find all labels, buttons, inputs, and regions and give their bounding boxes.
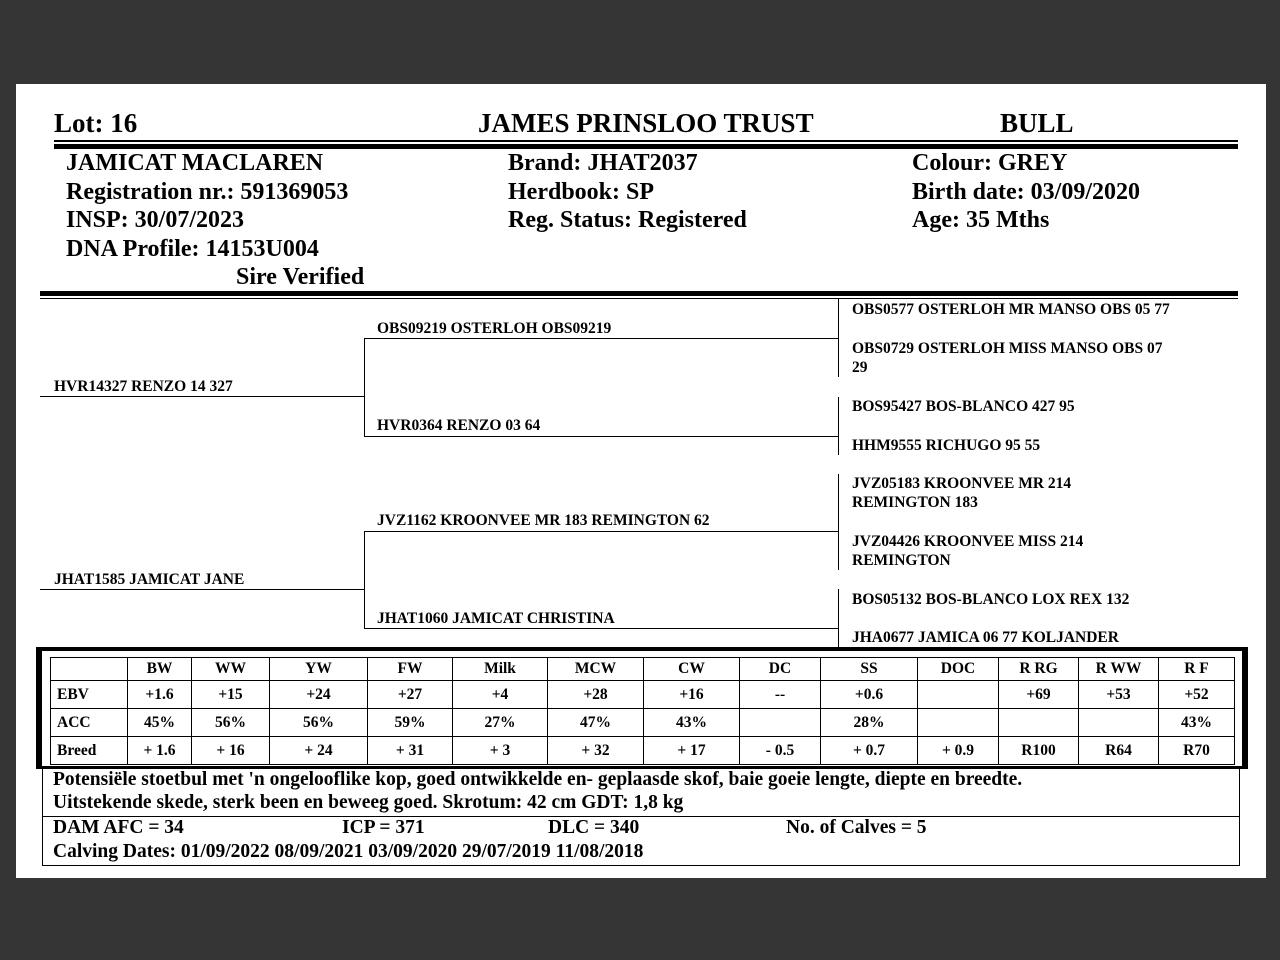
ebv-cell: + 1.6 (128, 737, 192, 765)
ebv-cell: 59% (368, 709, 453, 737)
ebv-cell: -- (740, 681, 821, 709)
ebv-cell: SS (821, 658, 918, 681)
ebv-cell (999, 709, 1079, 737)
ebv-cell: Milk (453, 658, 548, 681)
comment-divider (43, 816, 1239, 817)
ebv-table (50, 657, 1235, 765)
ebv-cell (918, 709, 999, 737)
ebv-cell: DC (740, 658, 821, 681)
header-divider-thick (54, 144, 1238, 149)
ebv-cell: YW (270, 658, 368, 681)
pedigree-bracket-ds (838, 474, 839, 570)
info-divider-thin (40, 298, 1238, 299)
pedigree-dam-sire: JVZ1162 KROONVEE MR 183 REMINGTON 62 (377, 512, 710, 529)
ebv-cell: CW (644, 658, 740, 681)
ebv-cell: +52 (1159, 681, 1235, 709)
pedigree-sss: OBS0577 OSTERLOH MR MANSO OBS 05 77 (852, 301, 1170, 318)
ebv-cell: R64 (1079, 737, 1159, 765)
pedigree-line-dam (40, 589, 364, 590)
pedigree-dsd-line2: REMINGTON (852, 552, 951, 569)
comments-box (42, 768, 1240, 866)
pedigree-line-sire (40, 396, 364, 397)
pedigree-sire: HVR14327 RENZO 14 327 (54, 378, 233, 395)
pedigree-line-ds (364, 531, 838, 532)
age: Age: 35 Mths (912, 207, 1050, 233)
ebv-cell: 43% (1159, 709, 1235, 737)
pedigree-bracket-sd (838, 397, 839, 455)
ebv-cell (918, 681, 999, 709)
lot-card (16, 84, 1266, 878)
info-divider-thick (40, 291, 1238, 296)
pedigree-sire-sire: OBS09219 OSTERLOH OBS09219 (377, 320, 612, 337)
ebv-cell: 43% (644, 709, 740, 737)
pedigree-line-dd (364, 628, 838, 629)
registration-status: Reg. Status: Registered (508, 207, 747, 233)
ebv-cell: ACC (51, 709, 128, 737)
pedigree-bracket-ss (838, 299, 839, 377)
pedigree-dam-dam: JHAT1060 JAMICAT CHRISTINA (377, 610, 615, 627)
dam-icp: ICP = 371 (342, 817, 425, 838)
ebv-cell: 45% (128, 709, 192, 737)
ebv-cell: + 3 (453, 737, 548, 765)
ebv-cell: +24 (270, 681, 368, 709)
pedigree-dsd-line1: JVZ04426 KROONVEE MISS 214 (852, 533, 1084, 550)
ebv-cell: +4 (453, 681, 548, 709)
ebv-cell: WW (192, 658, 270, 681)
dam-dlc: DLC = 340 (548, 817, 640, 838)
pedigree-sdd: HHM9555 RICHUGO 95 55 (852, 437, 1041, 454)
inspection-date: INSP: 30/07/2023 (66, 207, 245, 233)
animal-type: BULL (1000, 108, 1074, 138)
ebv-cell: R70 (1159, 737, 1235, 765)
ebv-cell: 27% (453, 709, 548, 737)
pedigree-line-sd (364, 436, 838, 437)
ebv-cell: EBV (51, 681, 128, 709)
dam-afc: DAM AFC = 34 (53, 817, 184, 838)
ebv-cell: +69 (999, 681, 1079, 709)
ebv-cell: R100 (999, 737, 1079, 765)
ebv-cell: R F (1159, 658, 1235, 681)
ebv-cell: R RG (999, 658, 1079, 681)
registration-number: Registration nr.: 591369053 (66, 179, 349, 205)
pedigree-ddd: JHA0677 JAMICA 06 77 KOLJANDER (852, 629, 1119, 646)
comment-line-2: Uitstekende skede, sterk been en beweeg goed. Skrotum: 42 cm GDT: 1,8 kg (53, 792, 684, 813)
ebv-cell: 56% (270, 709, 368, 737)
ebv-cell: MCW (548, 658, 644, 681)
animal-name: JAMICAT MACLAREN (66, 150, 324, 176)
ebv-cell: 28% (821, 709, 918, 737)
pedigree-bracket-sire (364, 338, 365, 437)
ebv-row (51, 709, 1235, 737)
ebv-cell: +27 (368, 681, 453, 709)
colour: Colour: GREY (912, 150, 1068, 176)
ebv-cell: +28 (548, 681, 644, 709)
pedigree-dds: BOS05132 BOS-BLANCO LOX REX 132 (852, 591, 1130, 608)
sire-verified: Sire Verified (236, 264, 365, 290)
ebv-cell: +0.6 (821, 681, 918, 709)
ebv-cell: + 31 (368, 737, 453, 765)
ebv-cell: FW (368, 658, 453, 681)
ebv-cell (740, 709, 821, 737)
lot-number: Lot: 16 (54, 108, 138, 138)
ebv-cell (51, 658, 128, 681)
ebv-row (51, 681, 1235, 709)
calving-dates: Calving Dates: 01/09/2022 08/09/2021 03/09/2020 29/07/2019 11/08/2018 (53, 841, 644, 862)
ebv-header-row (51, 658, 1235, 681)
header-divider-thin (54, 140, 1238, 142)
pedigree-ssd-line2: 29 (852, 359, 868, 376)
pedigree-sire-dam: HVR0364 RENZO 03 64 (377, 417, 541, 434)
pedigree-sds: BOS95427 BOS-BLANCO 427 95 (852, 398, 1075, 415)
pedigree-dss-line1: JVZ05183 KROONVEE MR 214 (852, 475, 1072, 492)
ebv-cell: R WW (1079, 658, 1159, 681)
ebv-row (51, 737, 1235, 765)
pedigree-bracket-dam (364, 531, 365, 629)
ebv-cell: +16 (644, 681, 740, 709)
comment-line-1: Potensiële stoetbul met 'n ongelooflike kop, goed ontwikkelde en- geplaasde skof, baie goeie lengte, diepte en breedte. (53, 769, 1023, 790)
ebv-cell: +1.6 (128, 681, 192, 709)
pedigree-dam: JHAT1585 JAMICAT JANE (54, 571, 245, 588)
ebv-cell: +15 (192, 681, 270, 709)
ebv-cell: 56% (192, 709, 270, 737)
ebv-cell: BW (128, 658, 192, 681)
pedigree-dss-line2: REMINGTON 183 (852, 494, 978, 511)
dna-profile: DNA Profile: 14153U004 (66, 236, 319, 262)
birth-date: Birth date: 03/09/2020 (912, 179, 1140, 205)
ebv-cell: + 17 (644, 737, 740, 765)
pedigree-line-ss (364, 338, 838, 339)
ebv-cell: + 32 (548, 737, 644, 765)
herdbook: Herdbook: SP (508, 179, 655, 205)
ebv-cell (1079, 709, 1159, 737)
ebv-cell: Breed (51, 737, 128, 765)
ebv-cell: 47% (548, 709, 644, 737)
ebv-cell: + 16 (192, 737, 270, 765)
ebv-table-frame (36, 647, 1248, 769)
ebv-cell: + 0.9 (918, 737, 999, 765)
dam-calves-count: No. of Calves = 5 (786, 817, 927, 838)
ebv-cell: + 24 (270, 737, 368, 765)
ebv-cell: - 0.5 (740, 737, 821, 765)
pedigree-ssd-line1: OBS0729 OSTERLOH MISS MANSO OBS 07 (852, 340, 1163, 357)
ebv-cell: + 0.7 (821, 737, 918, 765)
brand: Brand: JHAT2037 (508, 150, 698, 176)
ebv-cell: DOC (918, 658, 999, 681)
seller-name: JAMES PRINSLOO TRUST (478, 108, 814, 138)
pedigree-bracket-dd (838, 589, 839, 647)
ebv-cell: +53 (1079, 681, 1159, 709)
